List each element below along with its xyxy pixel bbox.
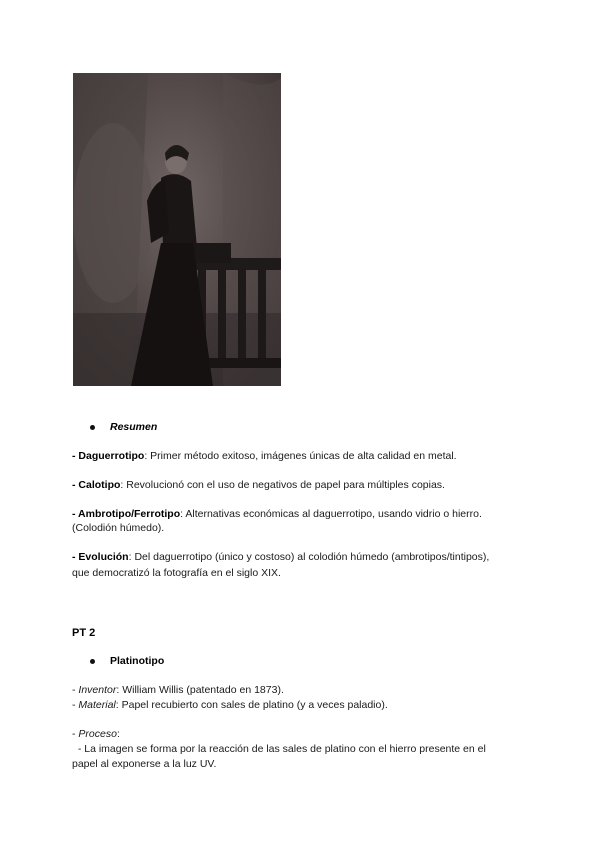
item-calotipo: - Calotipo: Revolucionó con el uso de negativos de papel para múltiples copias. [72,479,445,491]
platinotipo-heading: Platinotipo [110,655,165,667]
item-evolucion: - Evolución: Del daguerrotipo (único y costoso) al colodión húmedo (ambrotipos/tintipos), [72,551,490,563]
material-label: Material [78,699,116,711]
inventor-line: - Inventor: William Willis (patentado en 1873). [72,684,284,696]
portrait-illustration [73,73,281,386]
bullet-icon [90,659,95,664]
material-line: - Material: Papel recubierto con sales de platino (y a veces paladio). [72,699,388,711]
platinotipo-bullet [90,655,164,667]
proceso-text-line1: - La imagen se forma por la reacción de las sales de platino con el hierro presente en el [72,743,486,755]
item-evolucion-line2: que democratizó la fotografía en el siglo XIX. [72,567,281,579]
term-ambrotipo: Ambrotipo/Ferrotipo [78,508,181,520]
section-title-pt2: PT 2 [72,627,96,639]
vintage-portrait-photo [73,73,281,386]
term-calotipo: Calotipo [78,479,121,491]
term-daguerrotipo: Daguerrotipo [78,450,145,462]
summary-heading: Resumen [110,421,158,433]
proceso-text-line2: papel al exponerse a la luz UV. [72,758,217,770]
proceso-line: - Proceso: [72,728,120,740]
summary-bullet [90,421,157,433]
item-daguerrotipo: - Daguerrotipo: Primer método exitoso, imágenes únicas de alta calidad en metal. [72,450,457,462]
term-evolucion: Evolución [78,551,129,563]
proceso-label: Proceso [78,728,117,740]
item-ambrotipo: - Ambrotipo/Ferrotipo: Alternativas económicas al daguerrotipo, usando vidrio o hierro. [72,508,482,520]
item-ambrotipo-line2: (Colodión húmedo). [72,522,165,534]
bullet-icon [90,425,95,430]
inventor-label: Inventor [78,684,117,696]
